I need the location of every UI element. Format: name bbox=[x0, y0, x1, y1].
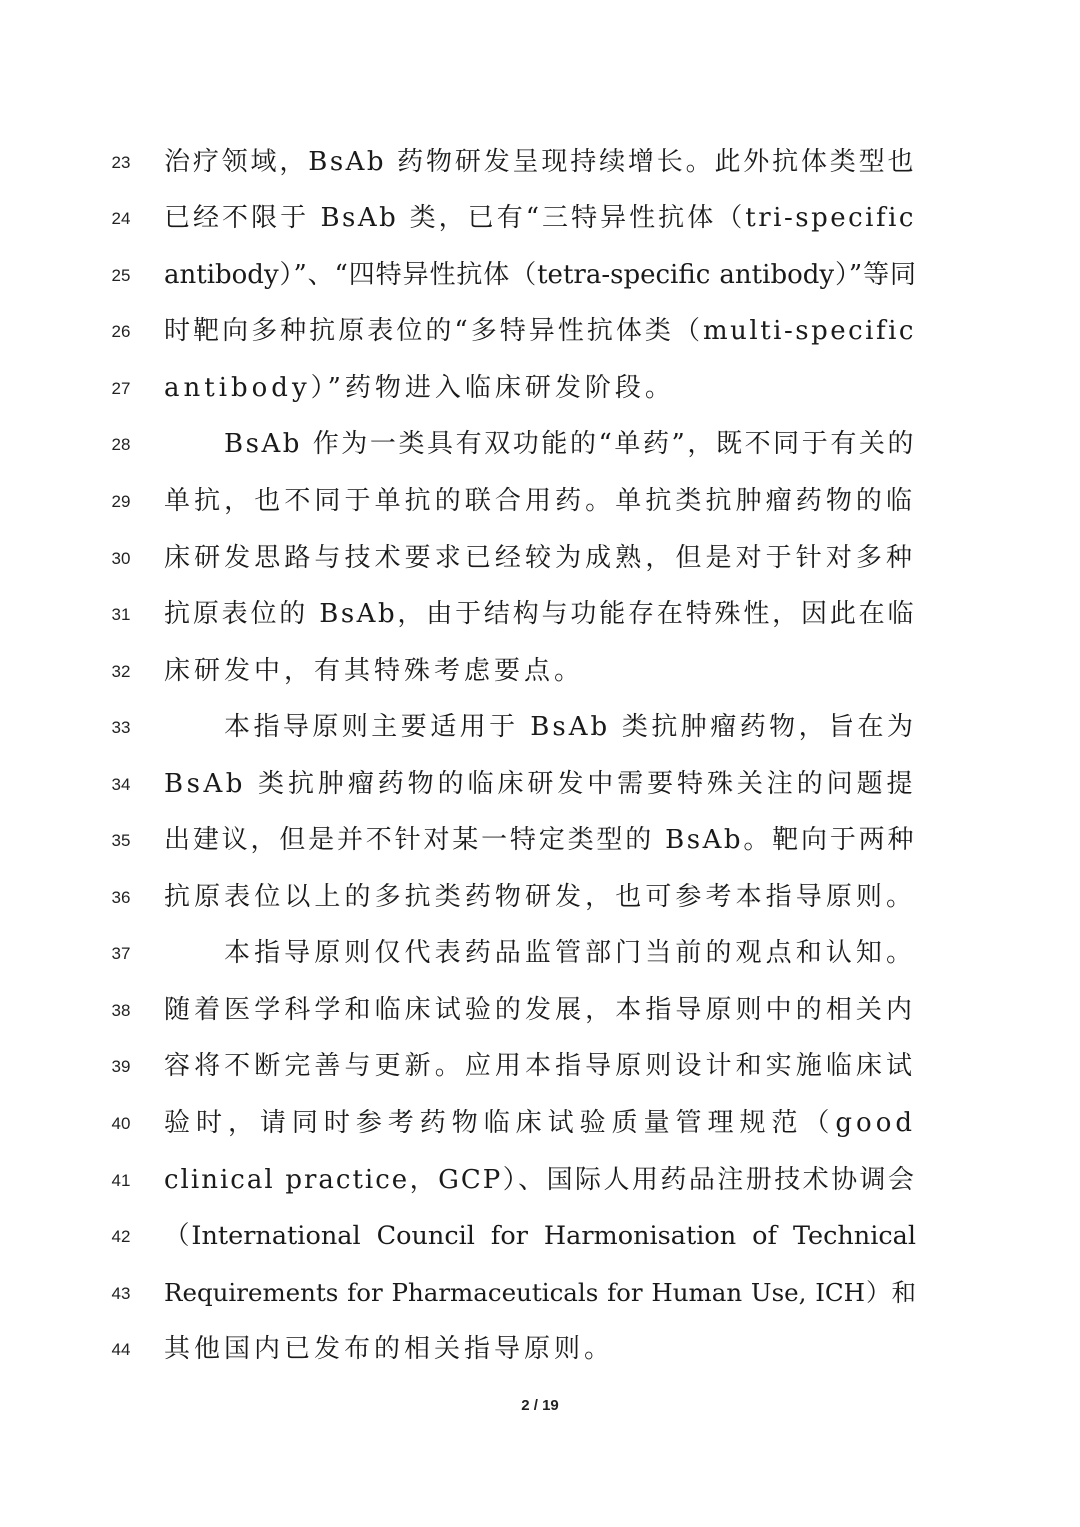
text-line bbox=[0, 877, 1080, 917]
line-text: 时靶向多种抗原表位的“多特异性抗体类（multi-specific bbox=[164, 316, 916, 346]
line-text: Requirements for Pharmaceuticals for Human Use, ICH）和 bbox=[164, 1278, 916, 1307]
text-line bbox=[0, 651, 1080, 691]
line-number: 25 bbox=[111, 266, 131, 285]
line-number: 24 bbox=[111, 209, 131, 228]
line-number: 39 bbox=[111, 1057, 131, 1076]
line-text: 床研发思路与技术要求已经较为成熟，但是对于针对多种 bbox=[164, 543, 916, 573]
line-text: BsAb 类抗肿瘤药物的临床研发中需要特殊关注的问题提 bbox=[164, 769, 916, 799]
line-text: （International Council for Harmonisation of Technical bbox=[164, 1221, 916, 1251]
line-number: 44 bbox=[111, 1340, 131, 1359]
line-number: 33 bbox=[111, 718, 131, 737]
text-line bbox=[0, 707, 1080, 747]
text-line bbox=[0, 198, 1080, 238]
line-text: 抗原表位以上的多抗类药物研发，也可参考本指导原则。 bbox=[164, 882, 916, 912]
text-line bbox=[0, 764, 1080, 804]
line-number: 32 bbox=[111, 662, 131, 681]
text-line bbox=[0, 1329, 1080, 1369]
line-text: clinical practice，GCP）、国际人用药品注册技术协调会 bbox=[164, 1165, 916, 1195]
text-line bbox=[0, 933, 1080, 973]
line-number: 37 bbox=[111, 944, 131, 963]
line-number: 43 bbox=[111, 1284, 131, 1303]
page-number: 2 / 19 bbox=[521, 1397, 559, 1414]
line-number: 27 bbox=[111, 379, 131, 398]
text-line bbox=[0, 1103, 1080, 1143]
text-line bbox=[0, 1273, 1080, 1313]
line-number: 35 bbox=[111, 831, 131, 850]
line-text: 其他国内已发布的相关指导原则。 bbox=[164, 1334, 615, 1364]
line-number: 42 bbox=[111, 1227, 131, 1246]
text-line bbox=[0, 594, 1080, 634]
line-number: 23 bbox=[111, 153, 131, 172]
text-line bbox=[0, 481, 1080, 521]
line-number: 31 bbox=[111, 605, 131, 624]
line-text: 治疗领域，BsAb 药物研发呈现持续增长。此外抗体类型也 bbox=[164, 147, 916, 177]
line-text: 本指导原则仅代表药品监管部门当前的观点和认知。 bbox=[224, 938, 916, 968]
text-line bbox=[0, 1160, 1080, 1200]
line-number: 30 bbox=[111, 549, 131, 568]
line-text: antibody）”、“四特异性抗体（tetra-specific antibody）”等同 bbox=[164, 260, 916, 290]
line-text: BsAb 作为一类具有双功能的“单药”，既不同于有关的 bbox=[224, 429, 916, 459]
text-line bbox=[0, 538, 1080, 578]
line-number: 40 bbox=[111, 1114, 131, 1133]
text-line bbox=[0, 142, 1080, 182]
text-line bbox=[0, 990, 1080, 1030]
line-number: 26 bbox=[111, 322, 131, 341]
text-line bbox=[0, 424, 1080, 464]
text-line bbox=[0, 1046, 1080, 1086]
line-text: 抗原表位的 BsAb，由于结构与功能存在特殊性，因此在临 bbox=[164, 599, 916, 629]
line-text: 容将不断完善与更新。应用本指导原则设计和实施临床试 bbox=[164, 1051, 916, 1081]
line-number: 28 bbox=[111, 435, 131, 454]
line-text: 出建议，但是并不针对某一特定类型的 BsAb。靶向于两种 bbox=[164, 825, 916, 855]
line-text: 验时，请同时参考药物临床试验质量管理规范（good bbox=[164, 1108, 916, 1138]
text-line bbox=[0, 820, 1080, 860]
line-number: 34 bbox=[111, 775, 131, 794]
line-text: 本指导原则主要适用于 BsAb 类抗肿瘤药物，旨在为 bbox=[224, 712, 916, 742]
line-text: 床研发中，有其特殊考虑要点。 bbox=[164, 656, 585, 686]
line-text: 单抗，也不同于单抗的联合用药。单抗类抗肿瘤药物的临 bbox=[164, 486, 916, 516]
text-line bbox=[0, 1216, 1080, 1256]
line-text: 已经不限于 BsAb 类，已有“三特异性抗体（tri-specific bbox=[164, 203, 916, 233]
line-number: 29 bbox=[111, 492, 131, 511]
line-number: 41 bbox=[111, 1171, 131, 1190]
line-number: 36 bbox=[111, 888, 131, 907]
text-line bbox=[0, 368, 1080, 408]
text-line bbox=[0, 255, 1080, 295]
line-text: 随着医学科学和临床试验的发展，本指导原则中的相关内 bbox=[164, 995, 916, 1025]
text-line bbox=[0, 311, 1080, 351]
line-text: antibody）”药物进入临床研发阶段。 bbox=[164, 373, 675, 403]
line-number: 38 bbox=[111, 1001, 131, 1020]
